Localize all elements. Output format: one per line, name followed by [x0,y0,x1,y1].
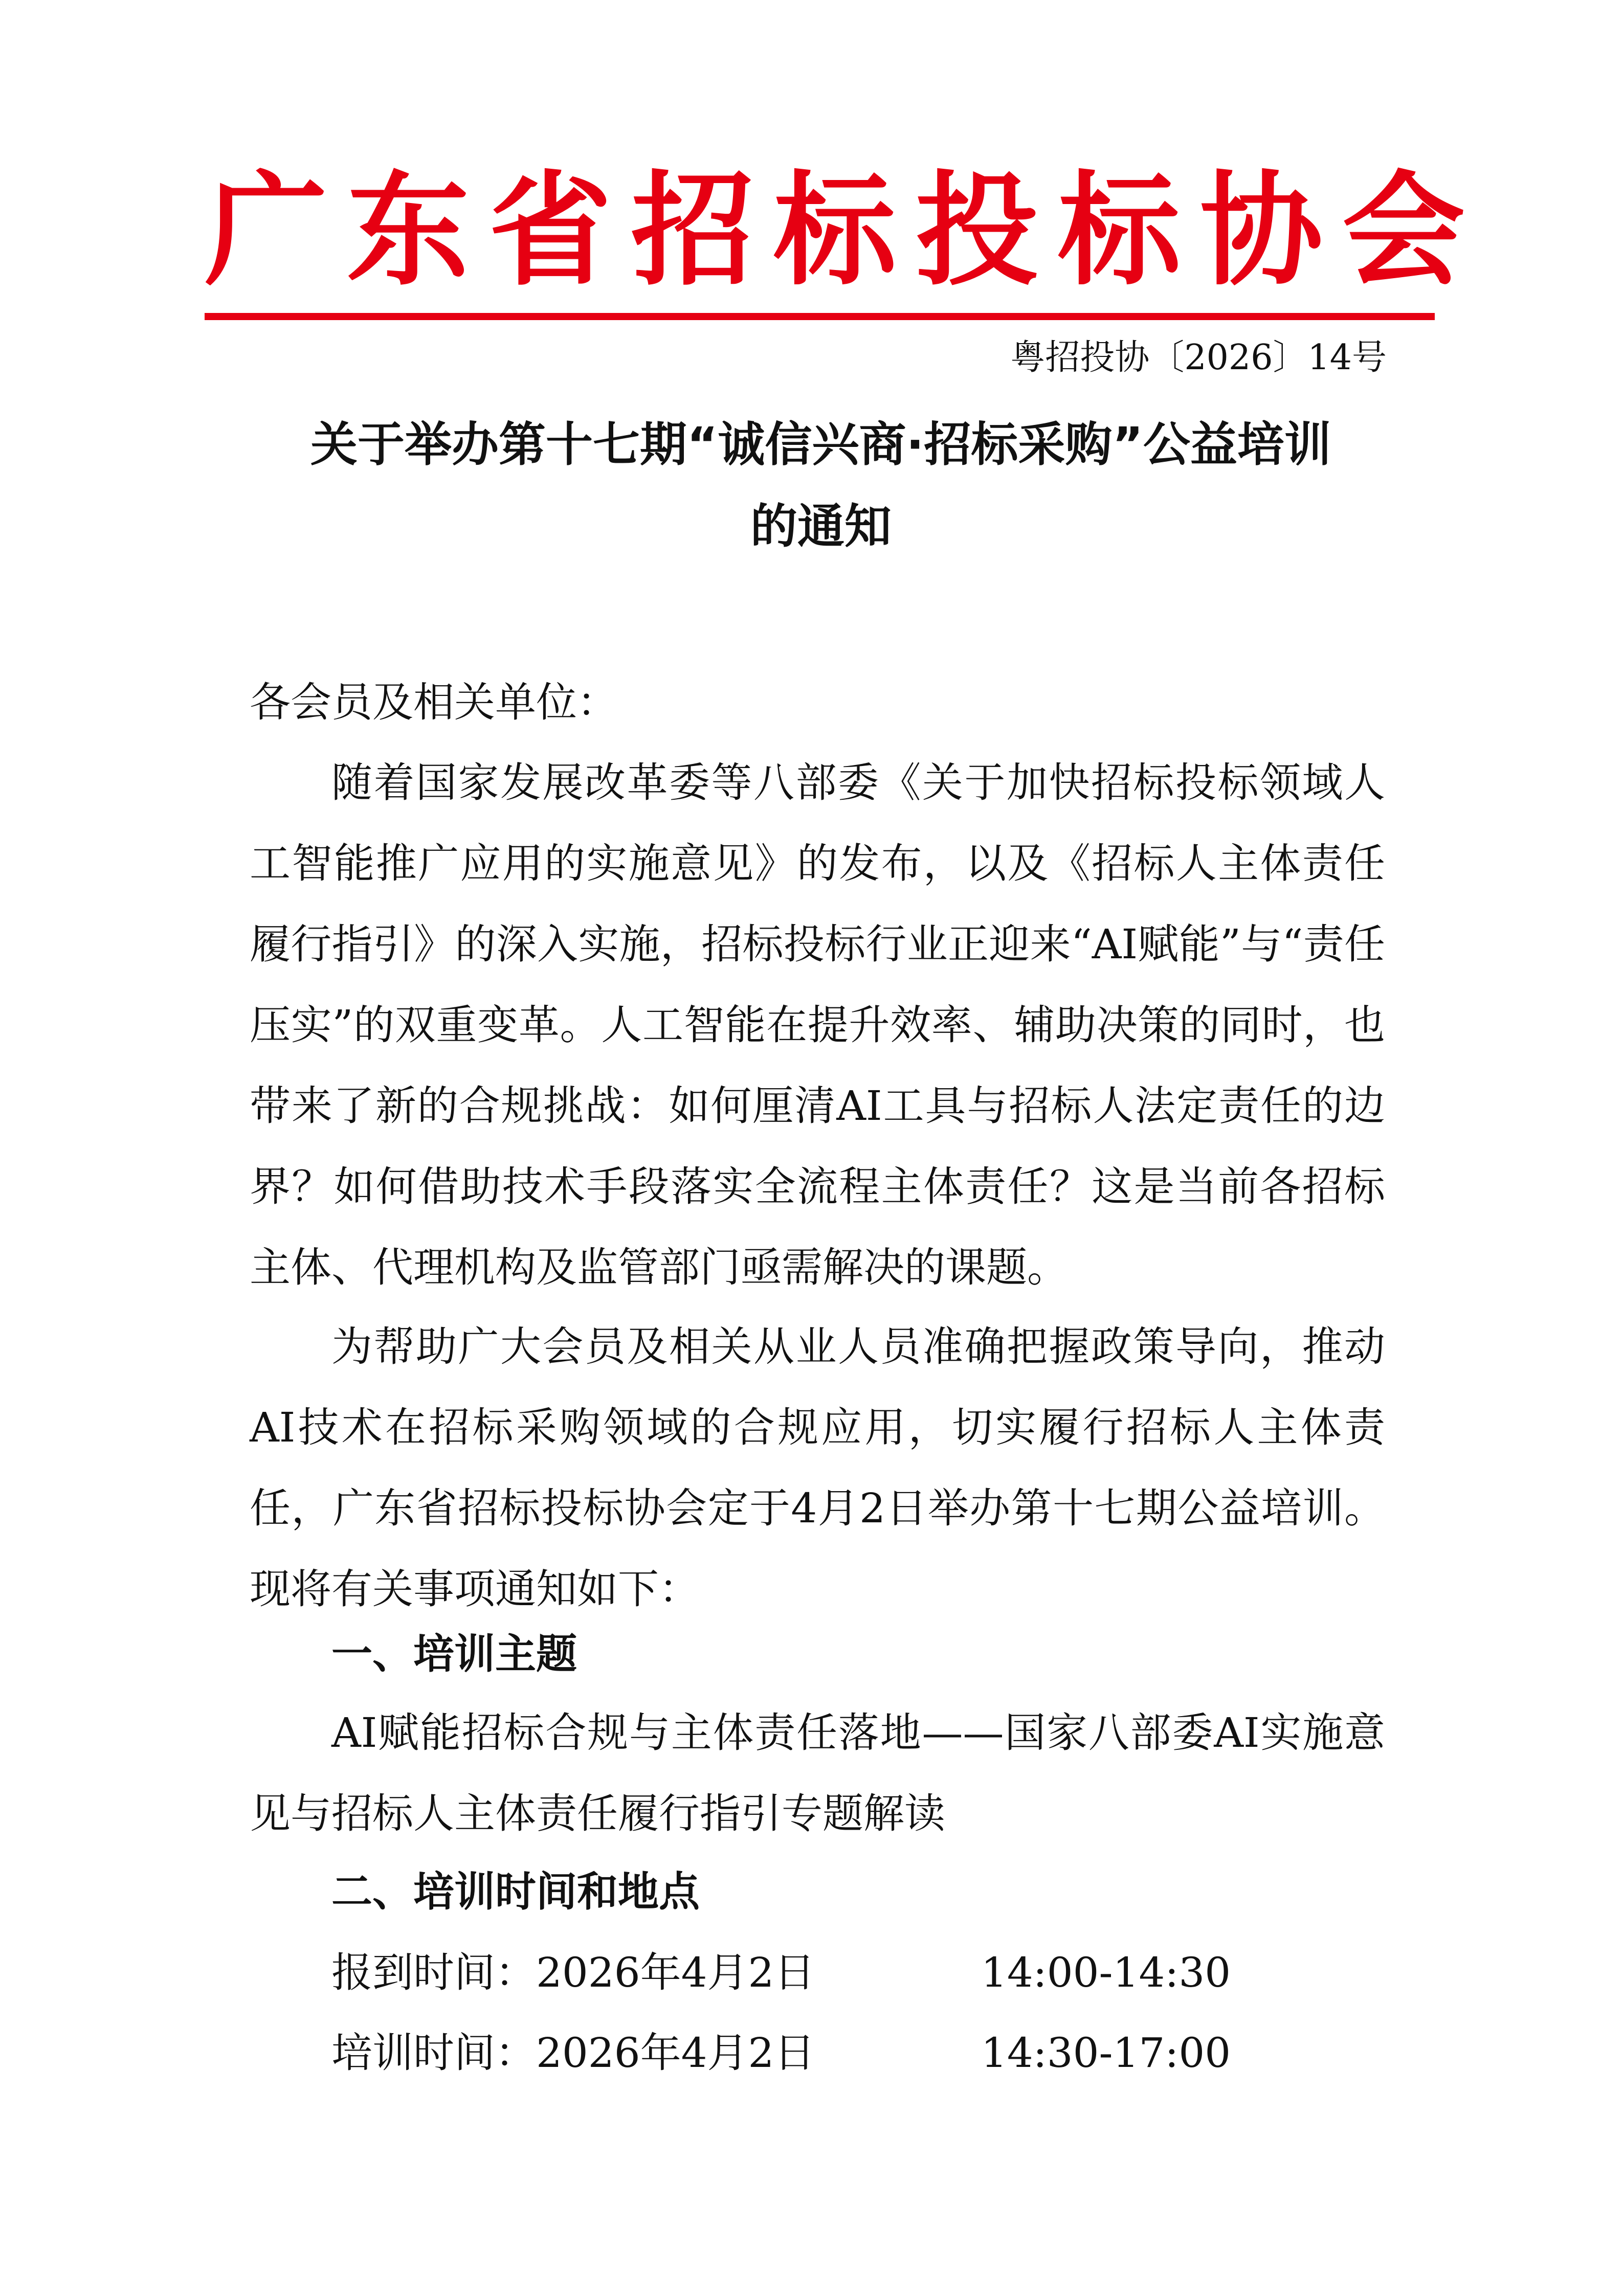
body-paragraph-1 [250,742,1385,1308]
registration-time: 14:00-14:30 [981,1949,1231,1996]
registration-label: 报到时间：2026年4月2日 [331,1949,815,1996]
training-label: 培训时间：2026年4月2日 [331,2029,815,2077]
registration-time-row [331,1942,1354,2004]
section-2-heading: 二、培训时间和地点 [331,1868,700,1916]
paragraph-text: 随着国家发展改革委等八部委《关于加快招标投标领域人工智能推广应用的实施意见》的发布，以及《招标人主体责任履行指引》的深入实施，招标投标行业正迎来“AI赋能”与“责任压实”的双重变革。人工智能在提升效率、辅助决策的同时，也带来了新的合规挑战：如何厘清AI工具与招标人法定责任的边界？如何借助技术手段落实全流程主体责任？这是当前各招标主体、代理机构及监管部门亟需解决的课题。 [250,759,1385,1291]
body-paragraph-2 [250,1307,1385,1630]
training-time: 14:30-17:00 [981,2029,1231,2077]
section-1-content [250,1693,1385,1854]
paragraph-text: AI赋能招标合规与主体责任落地——国家八部委AI实施意见与招标人主体责任履行指引专题解读 [250,1709,1385,1837]
document-number: 粤招投协〔2026〕14号 [1010,337,1387,378]
document-title [240,404,1401,568]
section-1-heading: 一、培训主题 [331,1630,577,1678]
paragraph-text: 为帮助广大会员及相关从业人员准确把握政策导向，推动AI技术在招标采购领域的合规应用，切实履行招标人主体责任，广东省招标投标协会定于4月2日举办第十七期公益培训。现将有关事项通知如下： [250,1323,1385,1613]
training-time-row [331,2022,1354,2084]
title-line-2: 的通知 [750,499,892,554]
organization-masthead: 广东省招标投标协会 [205,158,1485,302]
title-line-1: 关于举办第十七期“诚信兴商·招标采购”公益培训 [310,417,1331,472]
red-divider-line [205,313,1435,320]
salutation: 各会员及相关单位： [250,679,618,726]
